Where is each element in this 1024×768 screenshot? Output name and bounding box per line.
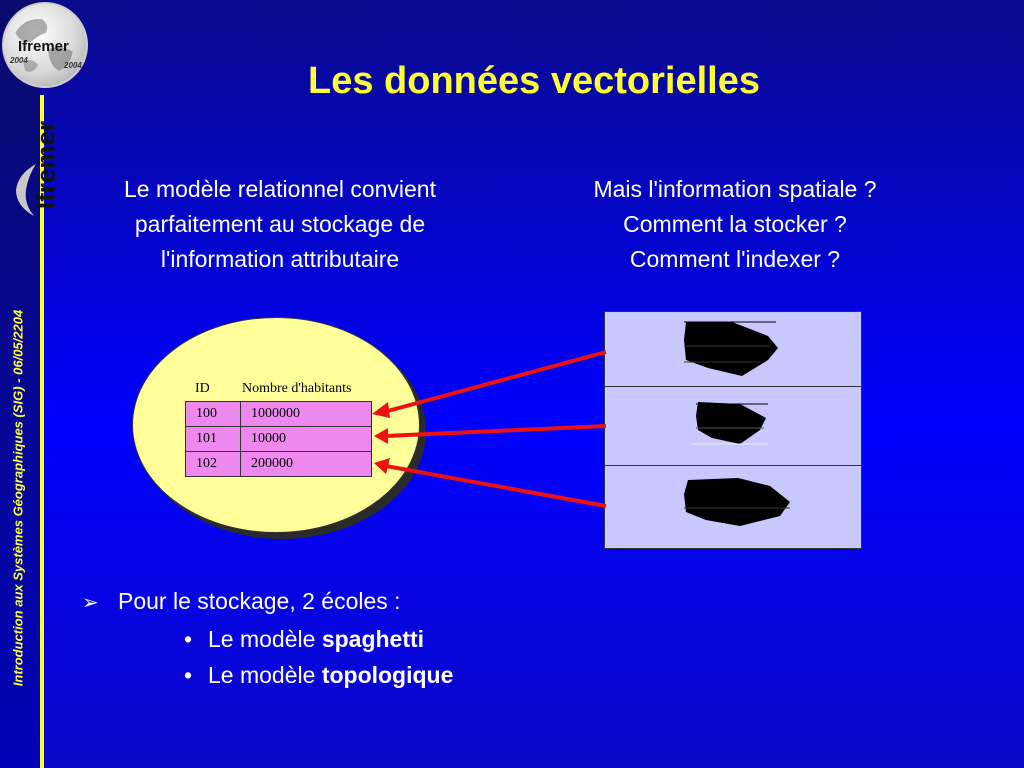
dot-bullet-icon: • — [184, 626, 193, 652]
sub-bullet-prefix: Le modèle — [208, 626, 322, 652]
link-arrow-1 — [372, 352, 606, 418]
table-cell-id: 101 — [186, 427, 241, 452]
dot-bullet-icon: • — [184, 662, 193, 688]
polygon-shape-1 — [684, 322, 778, 376]
table-cell-id: 102 — [186, 452, 241, 477]
right-text-line: Mais l'information spatiale ? — [593, 176, 877, 202]
table-cell-population: 10000 — [241, 427, 372, 452]
polygon-shape-2 — [692, 402, 768, 444]
table-cell-population: 1000000 — [241, 402, 372, 427]
brand-vertical-text: Ifremer — [30, 120, 61, 210]
right-text-line: Comment la stocker ? — [623, 211, 847, 237]
table-header-population: Nombre d'habitants — [242, 381, 352, 396]
left-text-line: Le modèle relationnel convient — [124, 176, 436, 202]
logo-year-left: 2004 — [10, 56, 28, 65]
arrow-bullet-icon: ➢ — [82, 592, 99, 614]
bullet-main-text: Pour le stockage, 2 écoles : — [118, 588, 401, 614]
sub-bullet-prefix: Le modèle — [208, 662, 322, 688]
logo-year-right: 2004 — [64, 61, 82, 70]
bullet-main — [82, 588, 401, 615]
sub-bullet-item — [184, 662, 453, 689]
polygon-shape-3 — [684, 478, 790, 526]
sub-bullet-item — [184, 626, 424, 653]
logo-text: Ifremer — [18, 38, 69, 55]
sub-bullet-bold: spaghetti — [321, 626, 425, 652]
right-text-line: Comment l'indexer ? — [629, 246, 841, 272]
sub-bullet-bold: topologique — [321, 662, 454, 688]
link-arrow-3 — [374, 458, 606, 506]
table-cell-population: 200000 — [241, 452, 372, 477]
left-text-line: l'information attributaire — [160, 246, 400, 272]
table-header-id: ID — [195, 381, 210, 396]
footer-vertical-text: Introduction aux Systèmes Géographiques (SIG) - 06/05/2204 — [10, 309, 26, 687]
link-arrow-2 — [374, 426, 606, 444]
table-cell-id: 100 — [186, 402, 241, 427]
slide-title: Les données vectorielles — [308, 60, 760, 102]
left-text-line: parfaitement au stockage de — [134, 211, 426, 237]
